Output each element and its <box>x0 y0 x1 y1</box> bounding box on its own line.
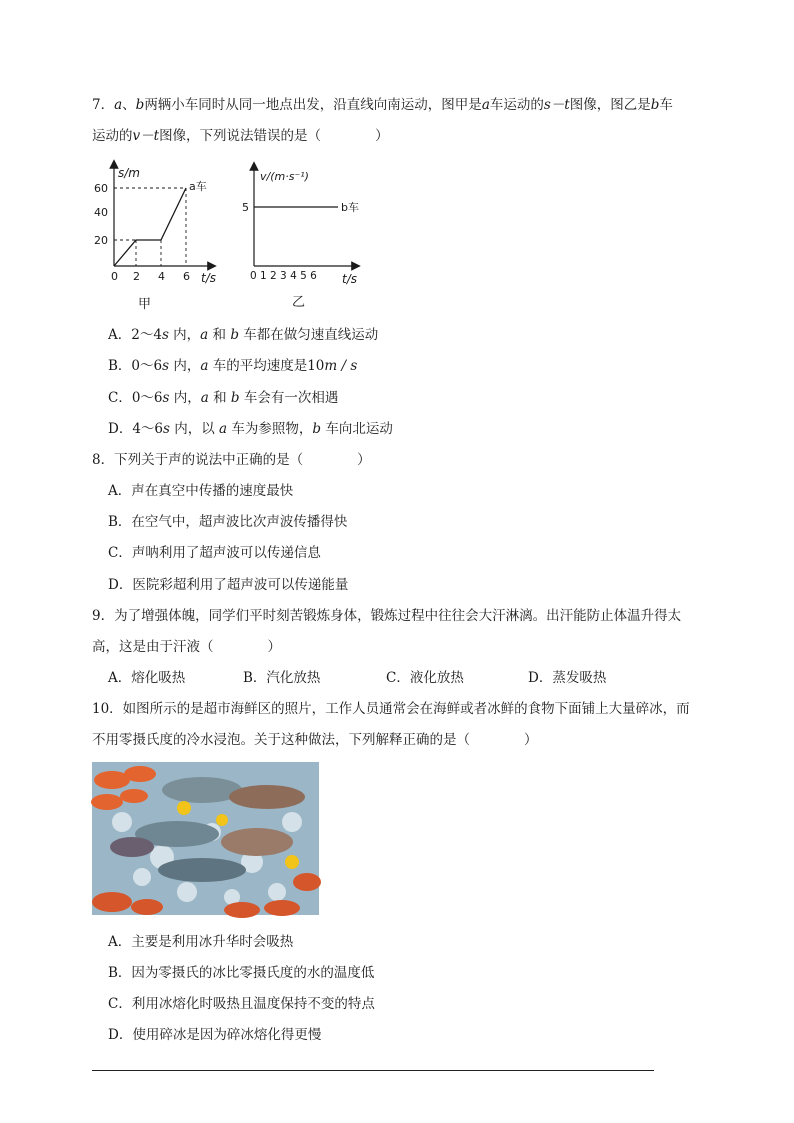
q9-option-c[interactable]: C．液化放热 <box>386 670 464 686</box>
text: 车的平均速度是10 <box>208 358 325 374</box>
seafood-ice-photo <box>92 762 319 915</box>
y-label: v/(m·s⁻¹) <box>260 170 309 183</box>
text: 2～4 <box>131 327 162 343</box>
text: 0～6 <box>131 390 163 406</box>
text: 图像，图乙是 <box>569 97 651 113</box>
option-label: C． <box>108 390 132 406</box>
ytick-60: 60 <box>94 182 108 195</box>
q10-option-b[interactable]: B．因为零摄氏的冰比零摄氏度的水的温度低 <box>108 965 375 981</box>
caption-jia: 甲 <box>138 297 152 312</box>
text: 车运动的 <box>489 97 544 113</box>
ytick-5: 5 <box>242 201 249 214</box>
var-a: a <box>200 390 209 406</box>
var-s-t: s－t <box>543 97 570 113</box>
text: 4～6 <box>132 421 164 437</box>
q9-stem-line2: 高，这是由于汗液（ ） <box>92 639 281 655</box>
ytick-20: 20 <box>94 234 108 247</box>
var-a: a <box>114 97 123 113</box>
q9-options <box>108 668 628 688</box>
unit: s <box>161 327 169 343</box>
text: 和 <box>208 390 231 406</box>
text: 内， <box>168 327 201 343</box>
unit-ms: m / s <box>324 358 358 374</box>
q9-option-b[interactable]: B．汽化放热 <box>243 670 321 686</box>
q10-option-d[interactable]: D．使用碎冰是因为碎冰熔化得更慢 <box>108 1027 322 1043</box>
xticks: 0 1 2 3 4 5 6 <box>250 270 317 282</box>
q10-option-c[interactable]: C．利用冰熔化时吸热且温度保持不变的特点 <box>108 996 375 1012</box>
x-label: t/s <box>201 271 216 285</box>
text: 车都在做匀速直线运动 <box>238 327 379 343</box>
series-label-b: b车 <box>341 201 359 214</box>
q8-option-a[interactable]: A．声在真空中传播的速度最快 <box>108 483 294 499</box>
q8-option-b[interactable]: B．在空气中，超声波比次声波传播得快 <box>108 514 348 530</box>
unit: s <box>162 358 170 374</box>
xtick-0: 0 <box>111 270 118 283</box>
caption-yi: 乙 <box>292 295 306 310</box>
seafood-illustration <box>92 762 319 915</box>
var-b: b <box>230 390 240 406</box>
xtick-4: 4 <box>158 270 165 283</box>
a-car-line <box>114 188 186 266</box>
text: 和 <box>208 327 231 343</box>
option-label: A． <box>108 327 132 343</box>
q7-number: 7． <box>92 97 115 113</box>
var-a: a <box>219 421 228 437</box>
q7-stem-line1 <box>92 95 673 115</box>
unit: s <box>162 390 170 406</box>
text: 车为参照物， <box>227 421 313 437</box>
q8-stem: 8．下列关于声的说法中正确的是（ ） <box>92 452 371 468</box>
graph-a-st <box>94 158 230 313</box>
text: 0～6 <box>131 358 163 374</box>
q8-option-d[interactable]: D．医院彩超利用了超声波可以传递能量 <box>108 577 349 593</box>
var-a: a <box>200 358 209 374</box>
q7-stem-line2 <box>92 126 389 146</box>
var-v-t: v－t <box>132 128 160 144</box>
q10-option-a[interactable]: A．主要是利用冰升华时会吸热 <box>108 934 294 950</box>
q10-stem-line2: 不用零摄氏度的冷水浸泡。关于这种做法，下列解释正确的是（ ） <box>92 732 538 748</box>
text: 运动的 <box>92 128 133 144</box>
series-label-a: a车 <box>189 180 207 193</box>
text: ） <box>375 128 389 144</box>
var-b: b <box>230 327 239 343</box>
xtick-2: 2 <box>133 270 140 283</box>
var-b: b <box>650 97 660 113</box>
answer-blank <box>321 128 375 144</box>
var-b: b <box>135 97 145 113</box>
q7-option-d[interactable] <box>108 419 393 439</box>
y-label: s/m <box>118 166 140 180</box>
graph-b-vt <box>238 162 378 312</box>
q7-option-b[interactable] <box>108 356 357 376</box>
text: 图像，下列说法错误的是（ <box>159 128 322 144</box>
var-a: a <box>481 97 490 113</box>
text: 、 <box>122 97 136 113</box>
var-a: a <box>200 327 209 343</box>
ytick-40: 40 <box>94 206 108 219</box>
text: 两辆小车同时从同一地点出发，沿直线向南运动，图甲是 <box>144 97 482 113</box>
q9-option-d[interactable]: D．蒸发吸热 <box>528 670 607 686</box>
var-b: b <box>312 421 322 437</box>
text: 内， <box>169 390 201 406</box>
option-label: D． <box>108 421 133 437</box>
page-bottom-rule <box>92 1070 654 1071</box>
text: 车会有一次相遇 <box>239 390 339 406</box>
q7-option-a[interactable] <box>108 325 378 345</box>
option-label: B． <box>108 358 132 374</box>
q9-option-a[interactable]: A．熔化吸热 <box>108 670 186 686</box>
text: 车向北运动 <box>321 421 393 437</box>
text: 车 <box>659 97 673 113</box>
q9-stem-line1: 9．为了增强体魄，同学们平时刻苦锻炼身体，锻炼过程中往往会大汗淋漓。出汗能防止体温升得太 <box>92 608 682 624</box>
text: 内， <box>169 358 201 374</box>
xtick-6: 6 <box>183 270 190 283</box>
x-label: t/s <box>342 272 357 286</box>
unit: s <box>163 421 170 437</box>
q8-option-c[interactable]: C．声呐利用了超声波可以传递信息 <box>108 545 321 561</box>
q10-stem-line1: 10．如图所示的是超市海鲜区的照片，工作人员通常会在海鲜或者冰鲜的食物下面铺上大量碎冰，而 <box>92 701 690 717</box>
q7-option-c[interactable] <box>108 388 338 408</box>
text: 内，以 <box>169 421 220 437</box>
